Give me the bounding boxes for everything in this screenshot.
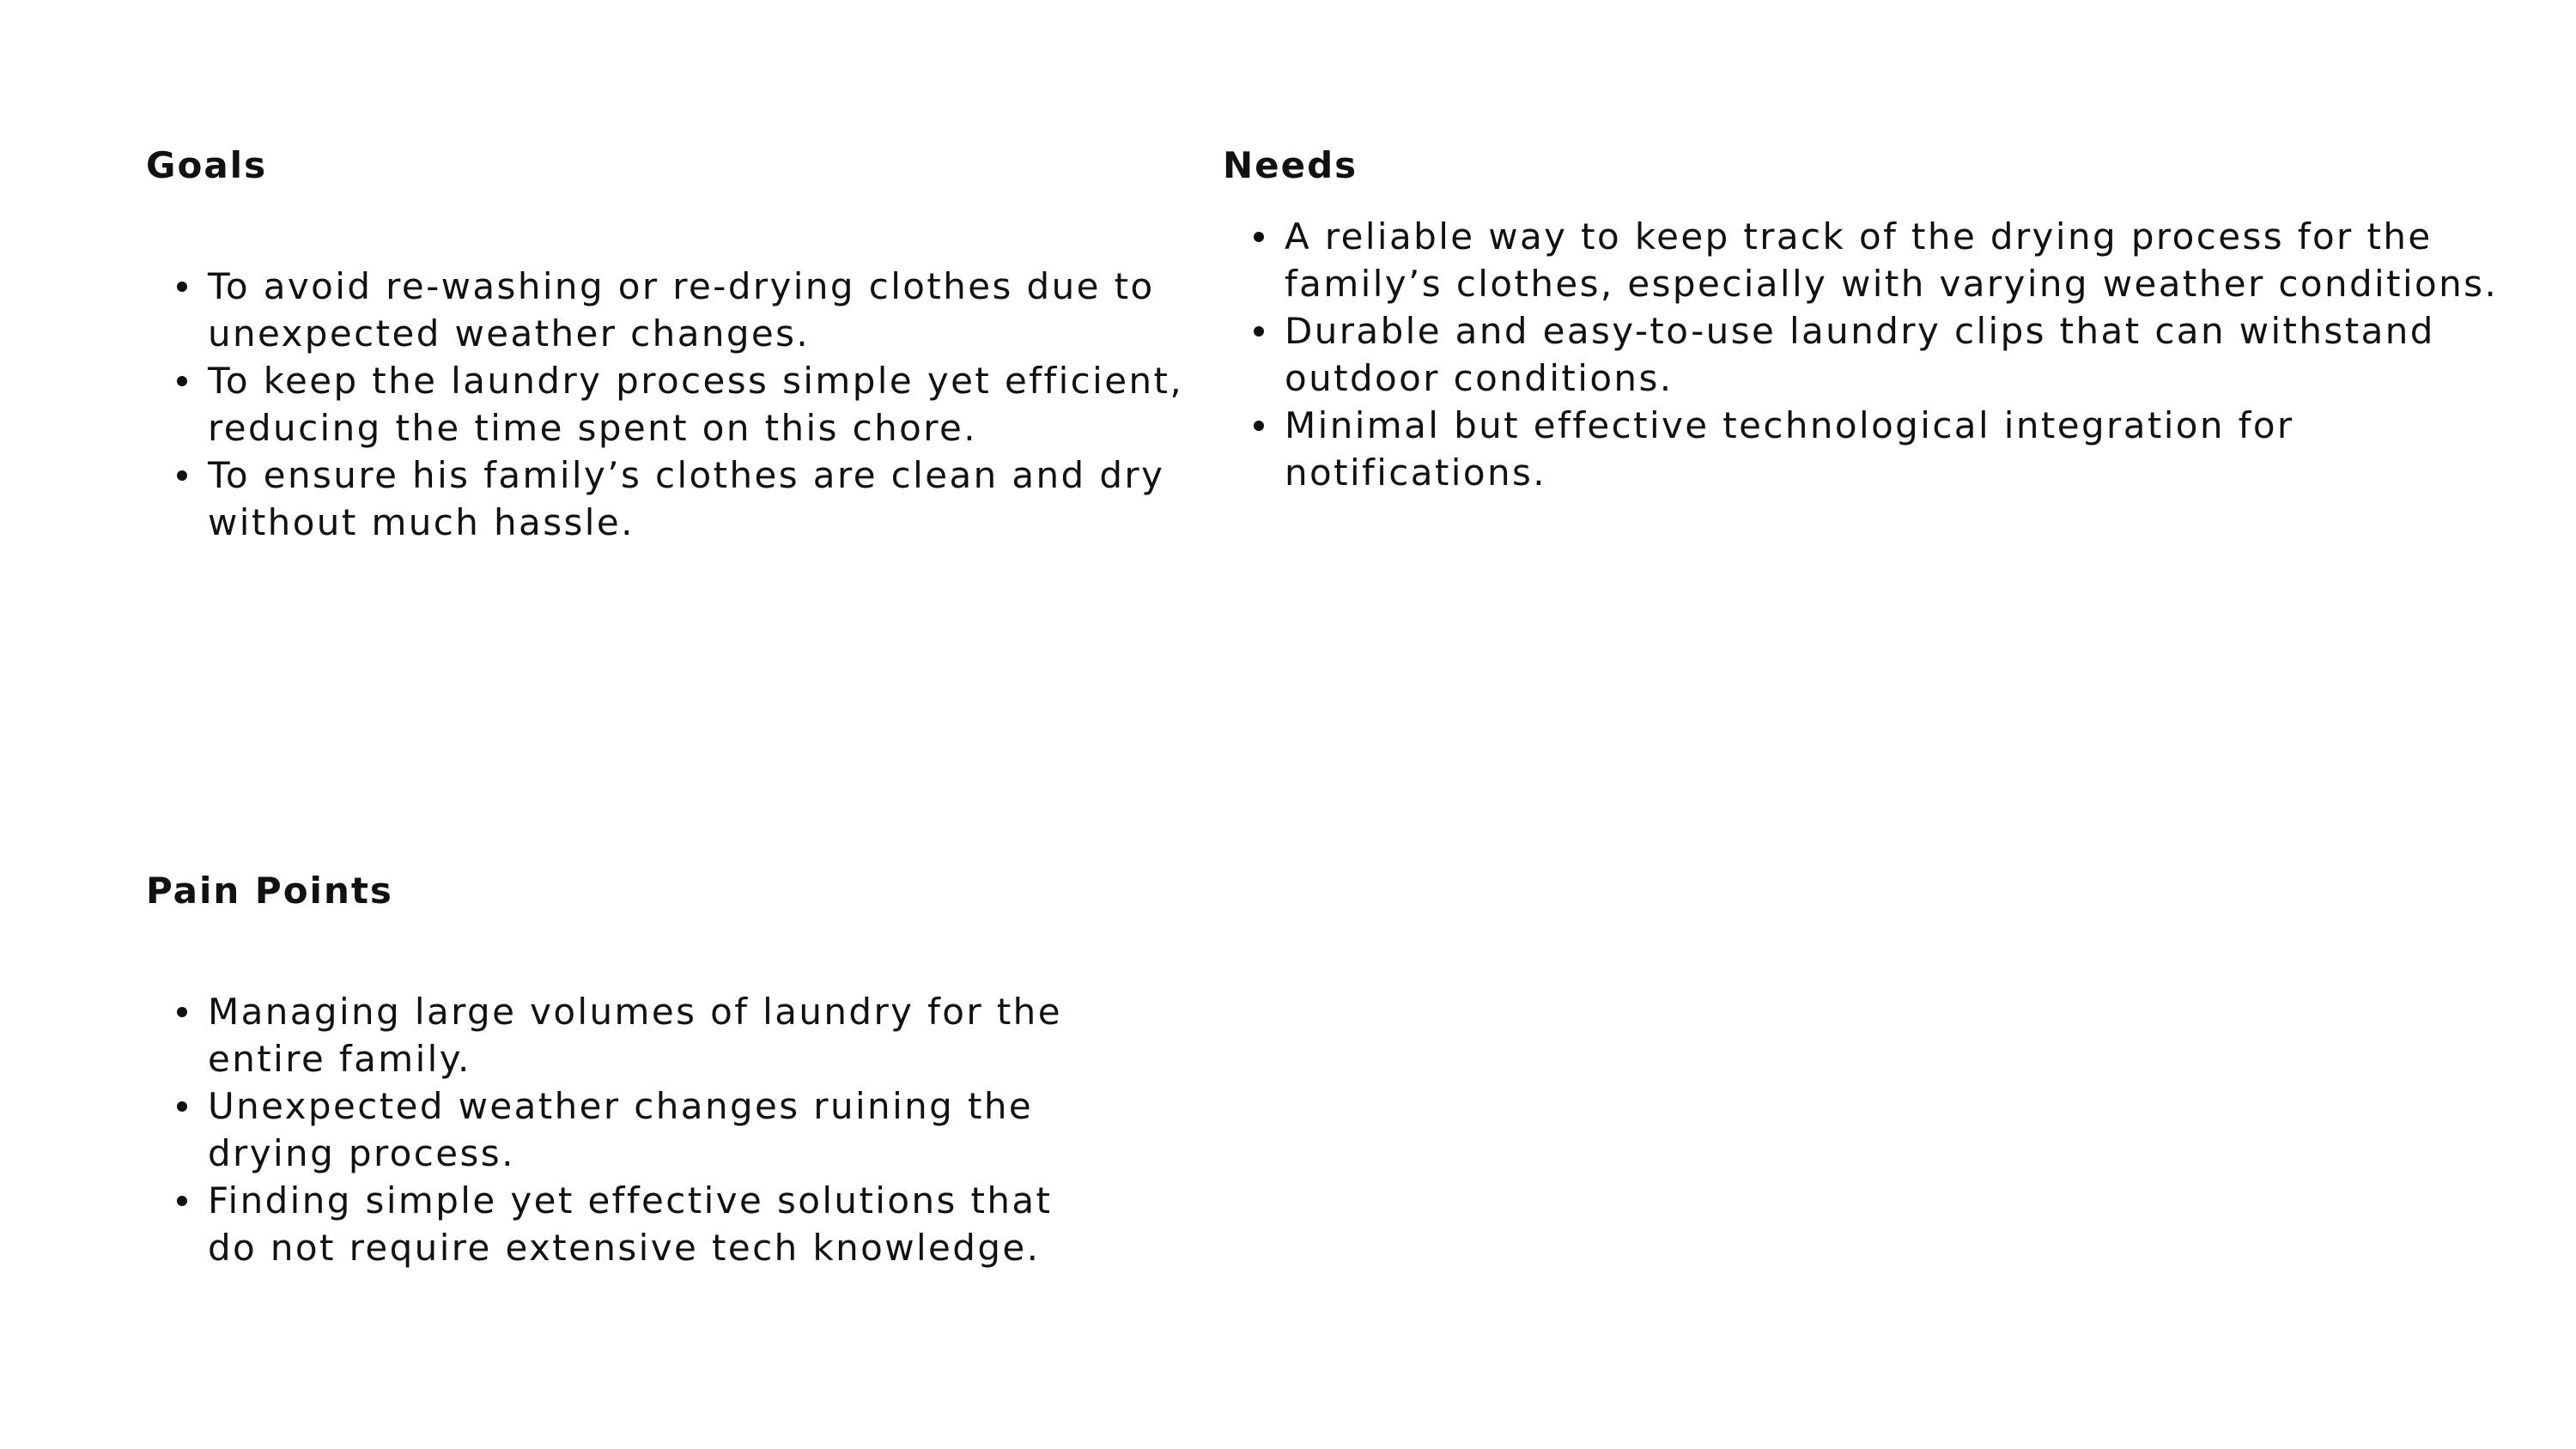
- pain-points-title: Pain Points: [146, 870, 393, 912]
- needs-list: [1223, 213, 2498, 496]
- list-item-line: Minimal but effective technological integration for: [1285, 404, 2294, 447]
- list-item-line: Finding simple yet effective solutions that: [208, 1179, 1053, 1222]
- bullet-icon: [177, 282, 187, 292]
- list-item: [1285, 213, 2498, 307]
- list-item: [1285, 402, 2498, 496]
- list-item: [208, 263, 1183, 357]
- bullet-icon: [1254, 326, 1264, 336]
- bullet-icon: [177, 470, 187, 481]
- pain-points-section: [146, 870, 1062, 1271]
- list-item: [208, 1177, 1062, 1271]
- list-item-line: Managing large volumes of laundry for the: [208, 991, 1062, 1034]
- list-item-line: To keep the laundry process simple yet efficient,: [208, 360, 1184, 403]
- list-item-line: notifications.: [1285, 452, 1547, 494]
- list-item: [1285, 307, 2498, 402]
- bullet-icon: [177, 1007, 187, 1017]
- list-item: [208, 452, 1183, 546]
- bullet-icon: [1254, 232, 1264, 242]
- list-item-line: do not require extensive tech knowledge.: [208, 1227, 1041, 1270]
- list-item: [208, 1082, 1062, 1177]
- list-item-line: family’s clothes, especially with varying weather conditions.: [1285, 263, 2499, 306]
- list-item-line: entire family.: [208, 1038, 471, 1081]
- list-item-line: A reliable way to keep track of the drying process for the: [1285, 215, 2433, 258]
- bullet-icon: [177, 1101, 187, 1112]
- bullet-icon: [177, 376, 187, 386]
- list-item-line: Unexpected weather changes ruining the: [208, 1085, 1034, 1128]
- list-item-line: without much hassle.: [208, 501, 635, 544]
- goals-title: Goals: [146, 144, 268, 186]
- list-item-line: Durable and easy-to-use laundry clips that can withstand: [1285, 310, 2435, 353]
- goals-section: [146, 144, 1183, 546]
- bullet-icon: [1254, 421, 1264, 431]
- list-item-line: To avoid re-washing or re-drying clothes due to: [208, 265, 1155, 308]
- goals-list: [146, 263, 1183, 546]
- list-item-line: drying process.: [208, 1132, 515, 1175]
- needs-section: [1223, 144, 2498, 496]
- bullet-icon: [177, 1196, 187, 1206]
- list-item: [208, 357, 1183, 452]
- list-item-line: unexpected weather changes.: [208, 312, 811, 355]
- list-item-line: To ensure his family’s clothes are clean and dry: [208, 454, 1165, 497]
- list-item: [208, 988, 1062, 1082]
- needs-title: Needs: [1223, 144, 1358, 186]
- pain-points-list: [146, 988, 1062, 1271]
- list-item-line: outdoor conditions.: [1285, 357, 1674, 400]
- list-item-line: reducing the time spent on this chore.: [208, 407, 977, 450]
